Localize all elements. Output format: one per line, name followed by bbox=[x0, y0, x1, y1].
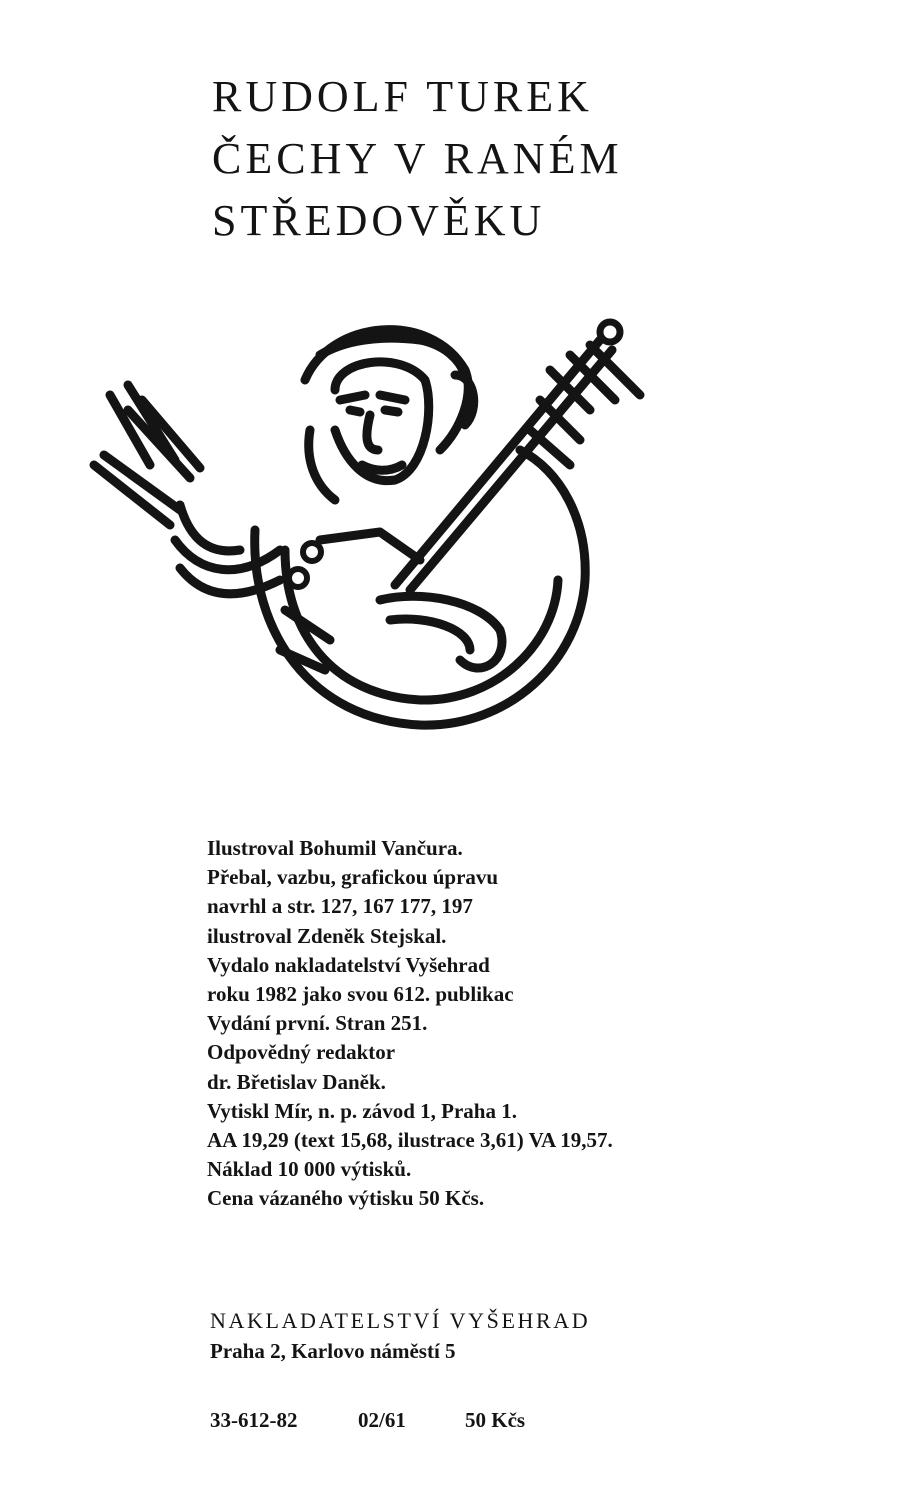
colophon-block bbox=[207, 834, 613, 1214]
book-title-line-1: ČECHY V RANÉM bbox=[212, 134, 623, 183]
colophon-line: Náklad 10 000 výtisků. bbox=[207, 1157, 412, 1182]
book-title-line-2: STŘEDOVĚKU bbox=[212, 196, 546, 245]
colophon-line: Odpovědný redaktor bbox=[207, 1040, 396, 1065]
catalog-code: 33-612-82 bbox=[210, 1408, 298, 1432]
colophon-line: Vytiskl Mír, n. p. závod 1, Praha 1. bbox=[207, 1098, 517, 1123]
colophon-line: Vydalo nakladatelství Vyšehrad bbox=[207, 952, 490, 977]
book-title-block bbox=[212, 66, 623, 252]
colophon-line: Cena vázaného výtisku 50 Kčs. bbox=[207, 1186, 485, 1211]
publisher-block bbox=[210, 1305, 590, 1365]
author-name: RUDOLF TUREK bbox=[212, 72, 593, 121]
head-drawing bbox=[305, 330, 474, 500]
group-code: 02/61 bbox=[358, 1408, 406, 1432]
colophon-line: navrhl a str. 127, 167 177, 197 bbox=[207, 894, 473, 919]
colophon-line: dr. Břetislav Daněk. bbox=[207, 1069, 386, 1094]
colophon-line: ilustroval Zdeněk Stejskal. bbox=[207, 923, 447, 948]
colophon-line: Přebal, vazbu, grafickou úpravu bbox=[207, 865, 499, 890]
colophon-line: Vydání první. Stran 251. bbox=[207, 1011, 428, 1036]
publisher-address: Praha 2, Karlovo náměstí 5 bbox=[210, 1339, 456, 1363]
price-code: 50 Kčs bbox=[465, 1408, 526, 1432]
figure-illustration bbox=[80, 300, 680, 740]
key-staff-drawing bbox=[395, 322, 640, 590]
body-circle-drawing bbox=[255, 450, 586, 725]
colophon-line: AA 19,29 (text 15,68, ilustrace 3,61) VA 19,57. bbox=[207, 1128, 613, 1153]
colophon-line: roku 1982 jako svou 612. publikac bbox=[207, 982, 514, 1007]
publisher-name: NAKLADATELSTVÍ VYŠEHRAD bbox=[210, 1308, 591, 1333]
colophon-line: Ilustroval Bohumil Vančura. bbox=[207, 836, 463, 860]
